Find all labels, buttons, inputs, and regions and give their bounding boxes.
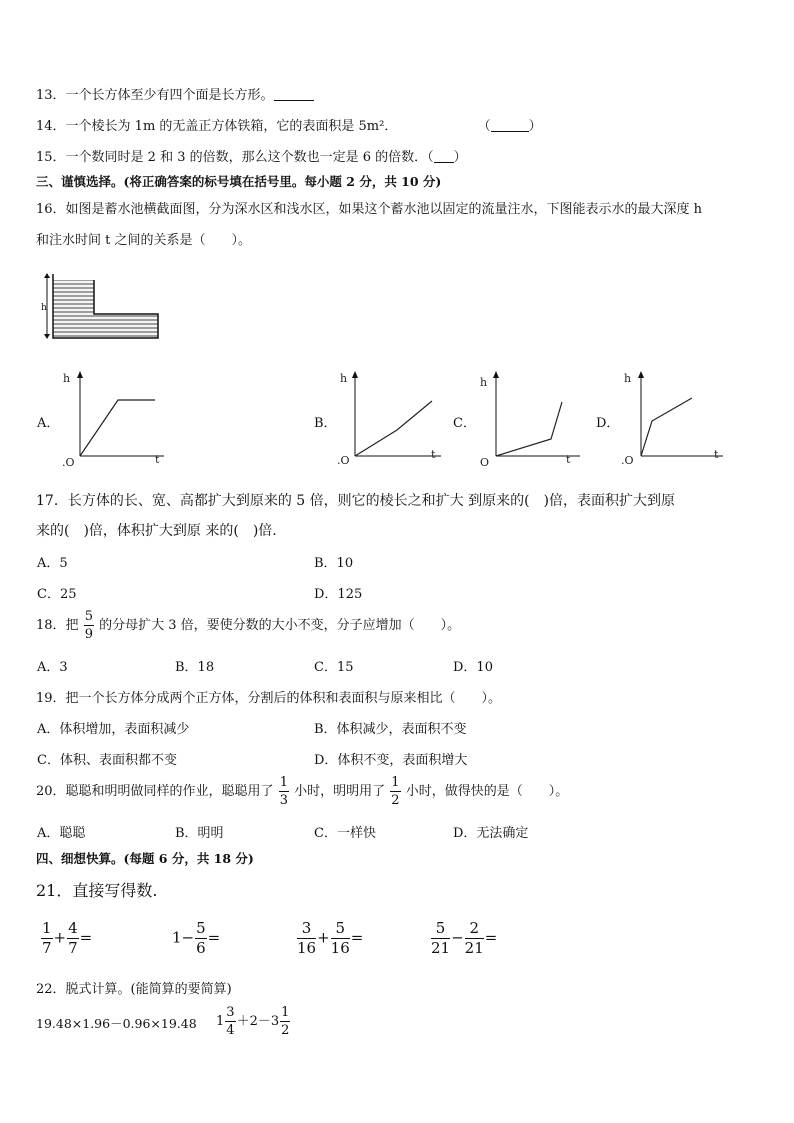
- question-18-suffix: 的分母扩大 3 倍，要使分数的大小不变，分子应增加（ ）。: [99, 618, 461, 633]
- q18-option-c[interactable]: C．15: [314, 660, 354, 675]
- q20-option-b[interactable]: B．明明: [175, 826, 224, 841]
- question-15: [36, 146, 467, 165]
- expression-2: 1− $\frac{5}{6}$ =: [172, 919, 221, 957]
- t-axis-label: t: [566, 453, 571, 466]
- h-axis-label: h: [340, 372, 348, 385]
- paren-close: ）: [453, 150, 467, 165]
- q18-option-b[interactable]: B．18: [175, 660, 215, 675]
- question-13-text: 13．一个长方体至少有四个面是长方形。: [36, 88, 274, 103]
- graph-c-letter[interactable]: C．: [453, 416, 476, 431]
- section-3-title: 三、谨慎选择。(将正确答案的标号填在括号里。每小题 2 分，共 10 分): [36, 174, 442, 189]
- question-13: [36, 84, 314, 103]
- q19-option-c[interactable]: C．体积、表面积都不变: [37, 753, 177, 768]
- q18-option-a[interactable]: A．3: [37, 660, 68, 675]
- graph-b-letter[interactable]: B．: [314, 416, 337, 431]
- q19-option-b[interactable]: B．体积减少，表面积不变: [314, 722, 467, 737]
- q19-option-d[interactable]: D．体积不变，表面积增大: [314, 753, 468, 768]
- question-14: [36, 115, 542, 134]
- graph-a-letter[interactable]: A．: [37, 416, 60, 431]
- question-18: [36, 610, 460, 641]
- question-20-prefix: 20．聪聪和明明做同样的作业，聪聪用了: [36, 784, 274, 799]
- section-4-title: 四、细想快算。(每题 6 分，共 18 分): [36, 851, 254, 866]
- graph-d-letter[interactable]: D．: [596, 416, 620, 431]
- fraction-5-9: $\frac{5}{9}$: [84, 609, 93, 642]
- expression-1: $\frac{1}{7}$ + $\frac{4}{7}$ =: [42, 919, 93, 957]
- q20-option-d[interactable]: D．无法确定: [453, 826, 529, 841]
- paren-close: ）: [528, 119, 542, 134]
- q20-option-c[interactable]: C．一样快: [314, 826, 376, 841]
- question-17-line2: 来的( )倍，体积扩大到原 来的( )倍.: [36, 523, 277, 539]
- expression-3: $\frac{3}{16}$ + $\frac{5}{16}$ =: [297, 919, 364, 957]
- question-20: [36, 776, 568, 807]
- q20-option-a[interactable]: A．聪聪: [37, 826, 86, 841]
- expression-5: 19.48×1.96－0.96×19.48: [36, 1016, 197, 1031]
- graph-d[interactable]: [617, 366, 729, 470]
- question-22-title: 22．脱式计算。(能简算的要简算): [36, 982, 232, 997]
- q17-option-a[interactable]: A．5: [37, 556, 68, 571]
- graph-b[interactable]: [335, 366, 447, 470]
- expression-4: $\frac{5}{21}$ − $\frac{2}{21}$ =: [431, 919, 498, 957]
- question-16-line1: 16．如图是蓄水池横截面图，分为深水区和浅水区，如果这个蓄水池以固定的流量注水，下图能表示水的最大深度 h: [36, 202, 703, 217]
- question-17-line1: 17．长方体的长、宽、高都扩大到原来的 5 倍，则它的棱长之和扩大 到原来的( )倍，表面积扩大到原: [36, 493, 675, 509]
- question-15-text: 15．一个数同时是 2 和 3 的倍数，那么这个数也一定是 6 的倍数．（: [36, 150, 434, 165]
- t-axis-label: t: [714, 448, 719, 461]
- origin-label: .O: [621, 454, 634, 467]
- question-14-text: 14．一个棱长为 1m 的无盖正方体铁箱，它的表面积是 5m²．: [36, 119, 398, 134]
- fraction-1-3: $\frac{1}{3}$: [279, 775, 288, 808]
- answer-blank[interactable]: [434, 149, 454, 163]
- answer-blank[interactable]: [491, 118, 529, 132]
- question-21-title: 21．直接写得数.: [36, 881, 158, 900]
- origin-label: .O: [62, 456, 75, 469]
- t-axis-label: t: [431, 448, 436, 461]
- graph-a[interactable]: [58, 366, 170, 470]
- question-20-mid: 小时，明明用了: [294, 784, 386, 799]
- question-16-line2: 和注水时间 t 之间的关系是（ ）。: [36, 233, 251, 248]
- q17-option-c[interactable]: C．25: [37, 587, 77, 602]
- q19-option-a[interactable]: A．体积增加，表面积减少: [37, 722, 190, 737]
- expression-6: 1 $\frac{3}{4}$ ＋2－3 $\frac{1}{2}$: [216, 1005, 290, 1038]
- question-18-prefix: 18．把: [36, 618, 79, 633]
- origin-label: O: [480, 456, 490, 469]
- h-axis-label: h: [480, 376, 488, 389]
- q17-option-d[interactable]: D．125: [314, 587, 363, 602]
- paren-open: （: [477, 119, 491, 134]
- q17-option-b[interactable]: B．10: [314, 556, 354, 571]
- answer-blank[interactable]: [274, 87, 314, 101]
- h-axis-label: h: [63, 372, 71, 385]
- t-axis-label: t: [155, 453, 160, 466]
- origin-label: .O: [337, 454, 350, 467]
- question-20-suffix: 小时，做得快的是（ ）。: [405, 784, 569, 799]
- graph-c[interactable]: [474, 366, 586, 470]
- q18-option-d[interactable]: D．10: [453, 660, 493, 675]
- question-19-text: 19．把一个长方体分成两个正方体，分割后的体积和表面积与原来相比（ ）。: [36, 691, 502, 706]
- reservoir-diagram: [38, 270, 163, 342]
- depth-label: h: [41, 303, 47, 313]
- h-axis-label: h: [624, 372, 632, 385]
- fraction-1-2: $\frac{1}{2}$: [391, 775, 400, 808]
